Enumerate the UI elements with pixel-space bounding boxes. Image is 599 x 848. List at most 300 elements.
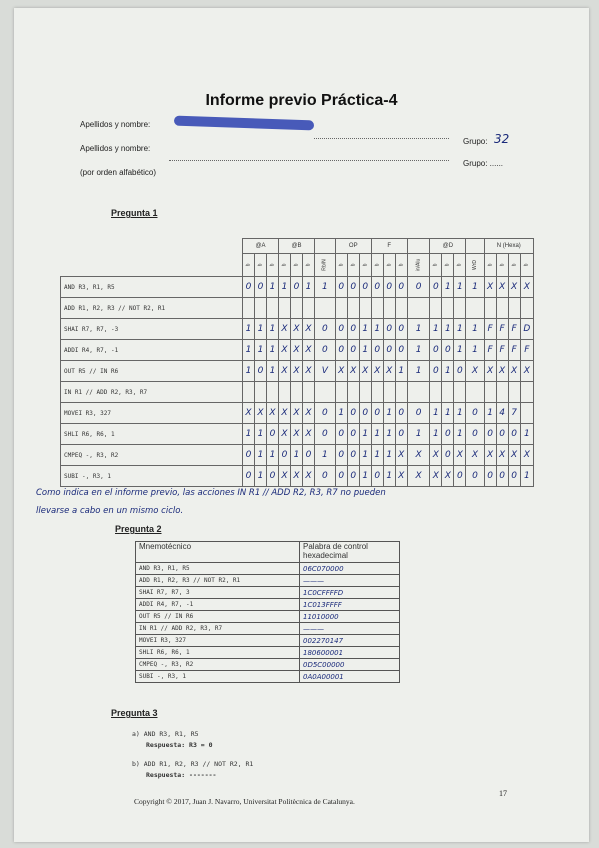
q1-signal-header <box>267 254 279 277</box>
q1-signal-value: 0 <box>407 277 430 298</box>
q1-signal-value: X <box>484 361 496 382</box>
q1-signal-value: 1 <box>407 340 430 361</box>
q1-instruction: IN R1 // ADD R2, R3, R7 <box>61 382 243 403</box>
q1-signal-value <box>303 298 315 319</box>
handwritten-note-line-1: Como indica en el informe previo, las acciones IN R1 // ADD R2, R3, R7 no pueden <box>36 488 386 498</box>
q1-signal-value: 0 <box>466 466 484 487</box>
q1-signal-label: b <box>374 263 381 267</box>
q2-control-word: ——— <box>300 575 400 587</box>
q1-signal-value: 0 <box>395 424 407 445</box>
q1-signal-value <box>395 382 407 403</box>
q1-signal-value <box>371 382 383 403</box>
q1-signal-value: 1 <box>267 340 279 361</box>
q1-signal-value: F <box>484 340 496 361</box>
q1-signal-label: b <box>523 263 530 267</box>
q1-signal-value: 1 <box>243 424 255 445</box>
table-row <box>136 623 400 635</box>
group-label-2: Grupo: ...... <box>463 159 504 168</box>
q1-signal-value: 1 <box>430 403 442 424</box>
q1-signal-value <box>520 382 533 403</box>
q1-signal-value <box>496 298 508 319</box>
table-row <box>136 671 400 683</box>
q1-signal-value: 0 <box>255 361 267 382</box>
q1-signal-value <box>335 298 347 319</box>
q2-mnemonic: AND R3, R1, R5 <box>136 563 300 575</box>
q1-signal-value: 1 <box>454 340 466 361</box>
q1-signal-value <box>496 382 508 403</box>
q1-signal-value: 0 <box>303 445 315 466</box>
q1-signal-value: 0 <box>407 403 430 424</box>
q1-signal-value <box>359 382 371 403</box>
q1-signal-value: 1 <box>335 403 347 424</box>
q1-signal-value: 0 <box>359 403 371 424</box>
q1-group-d: @D <box>430 239 466 254</box>
table-row <box>61 298 534 319</box>
q1-signal-value: 1 <box>442 277 454 298</box>
q1-signal-value: 1 <box>407 424 430 445</box>
q1-signal-header <box>520 254 533 277</box>
q1-signal-value <box>484 382 496 403</box>
q1-signal-value: 0 <box>383 277 395 298</box>
q1-signal-label: b <box>432 263 439 267</box>
q1-signal-header <box>315 254 336 277</box>
q1-signal-value: 0 <box>279 445 291 466</box>
q1-signal-value <box>508 298 520 319</box>
q1-signal-value: 1 <box>395 361 407 382</box>
q1-signal-label: b <box>293 263 300 267</box>
q1-signal-header <box>291 254 303 277</box>
table-row <box>136 659 400 671</box>
q2-mnemonic: SHAI R7, R7, 3 <box>136 587 300 599</box>
q1-signal-value: 0 <box>335 319 347 340</box>
q1-signal-value: 1 <box>383 424 395 445</box>
q1-signal-label: b <box>350 263 357 267</box>
q1-signal-value: X <box>371 361 383 382</box>
q1-signal-value <box>267 298 279 319</box>
q1-signal-value: 0 <box>347 277 359 298</box>
q1-signal-value: 1 <box>303 277 315 298</box>
q1-signal-value: 1 <box>466 277 484 298</box>
q2-header-mnemonic: Mnemotécnico <box>136 542 300 563</box>
q1-signal-value: 0 <box>243 445 255 466</box>
q1-signal-value: 1 <box>255 424 267 445</box>
q1-signal-value: 0 <box>395 340 407 361</box>
q1-signal-value <box>407 298 430 319</box>
q1-signal-value <box>279 382 291 403</box>
q3-b-instruction: b) ADD R1, R2, R3 // NOT R2, R1 <box>132 760 254 768</box>
q1-signal-value: 1 <box>255 340 267 361</box>
q1-signal-value: 1 <box>442 319 454 340</box>
q1-signal-label: b <box>499 263 506 267</box>
q1-signal-label: b <box>281 263 288 267</box>
q1-signal-value: 0 <box>371 277 383 298</box>
q1-signal-value: 1 <box>243 340 255 361</box>
q1-signal-value: 0 <box>430 340 442 361</box>
q1-signal-value: X <box>466 445 484 466</box>
q1-signal-value <box>520 403 533 424</box>
q1-signal-value: 1 <box>407 319 430 340</box>
q1-signal-label: b <box>362 263 369 267</box>
q1-signal-value: 1 <box>267 319 279 340</box>
table-row <box>61 466 534 487</box>
q1-instruction: OUT R5 // IN R6 <box>61 361 243 382</box>
q1-signal-value <box>335 382 347 403</box>
q2-mnemonic: MOVEI R3, 327 <box>136 635 300 647</box>
q1-signal-value: X <box>303 319 315 340</box>
q1-signal-value: X <box>508 277 520 298</box>
q1-signal-value: 0 <box>484 466 496 487</box>
q1-signal-value: X <box>279 403 291 424</box>
q1-signal-header <box>466 254 484 277</box>
q1-signal-value: 0 <box>315 319 336 340</box>
q2-control-word: 1C013FFFF <box>300 599 400 611</box>
q1-signal-value: X <box>508 445 520 466</box>
q1-signal-value: X <box>496 445 508 466</box>
q1-signal-value: X <box>430 445 442 466</box>
q1-signal-value: 0 <box>335 277 347 298</box>
q1-signal-value: 0 <box>315 403 336 424</box>
q1-signal-value: 1 <box>359 340 371 361</box>
q1-signal-value <box>371 298 383 319</box>
q1-signal-value: 1 <box>371 445 383 466</box>
group-label-1: Grupo: <box>463 137 488 146</box>
page-title: Informe previo Práctica-4 <box>205 92 398 109</box>
q1-signal-value: 1 <box>520 424 533 445</box>
q3-title: Pregunta 3 <box>111 708 158 718</box>
q1-signal-value: X <box>359 361 371 382</box>
q1-signal-value: 1 <box>243 361 255 382</box>
q1-instruction: ADDI R4, R7, -1 <box>61 340 243 361</box>
q1-signal-value: 1 <box>430 424 442 445</box>
q1-signal-value: 0 <box>508 466 520 487</box>
q1-signal-value: 0 <box>496 424 508 445</box>
table-row <box>136 611 400 623</box>
q1-signal-value: 0 <box>347 319 359 340</box>
q1-signal-value: F <box>508 319 520 340</box>
table-row <box>136 587 400 599</box>
q1-signal-label: b <box>245 263 252 267</box>
q1-signal-value: X <box>407 445 430 466</box>
q1-signal-value: 1 <box>371 424 383 445</box>
q1-signal-header <box>454 254 466 277</box>
q1-signal-value: 1 <box>315 445 336 466</box>
q1-signal-value: F <box>520 340 533 361</box>
q1-signal-value <box>243 298 255 319</box>
q1-signal-value <box>442 298 454 319</box>
q1-signal-value: 1 <box>383 403 395 424</box>
q1-signal-value: X <box>407 466 430 487</box>
q2-control-word: 06C070000 <box>300 563 400 575</box>
q1-signal-value <box>508 382 520 403</box>
q2-control-word: 11010000 <box>300 611 400 623</box>
q1-signal-header <box>359 254 371 277</box>
q2-header-word: Palabra de control hexadecimal <box>300 542 400 563</box>
q2-control-word: 0A0A00001 <box>300 671 400 683</box>
q1-signal-label: b <box>305 263 312 267</box>
q1-signal-value: 1 <box>383 445 395 466</box>
table-row <box>61 277 534 298</box>
q1-signal-value: 0 <box>315 340 336 361</box>
q1-signal-header <box>255 254 267 277</box>
q1-signal-value: 0 <box>255 277 267 298</box>
q1-signal-header <box>508 254 520 277</box>
q1-signal-value: 1 <box>454 319 466 340</box>
q1-signal-value: X <box>303 361 315 382</box>
q1-signal-value: X <box>520 361 533 382</box>
q1-signal-header <box>335 254 347 277</box>
q1-signal-value: 1 <box>359 424 371 445</box>
q2-control-word: ——— <box>300 623 400 635</box>
q2-control-word: 0D5C00000 <box>300 659 400 671</box>
q1-signal-header <box>243 254 255 277</box>
q1-group-op: OP <box>335 239 371 254</box>
q1-signal-value <box>383 298 395 319</box>
q1-signal-header <box>484 254 496 277</box>
q1-signal-value: X <box>383 361 395 382</box>
q1-signal-value: 0 <box>442 445 454 466</box>
q1-signal-value: 1 <box>454 424 466 445</box>
q1-signal-value: 0 <box>347 403 359 424</box>
q1-group-row <box>61 239 534 254</box>
q1-signal-value: 0 <box>267 424 279 445</box>
table-row <box>136 647 400 659</box>
q1-signal-value: X <box>454 445 466 466</box>
q1-signal-value <box>430 298 442 319</box>
q1-signal-value: 0 <box>347 424 359 445</box>
q1-signal-value: 0 <box>371 340 383 361</box>
q2-mnemonic: CMPEQ -, R3, R2 <box>136 659 300 671</box>
q1-signal-value: 0 <box>347 340 359 361</box>
q1-signal-value: F <box>484 319 496 340</box>
q1-signal-value: 0 <box>383 340 395 361</box>
q2-control-word: 1C0CFFFFD <box>300 587 400 599</box>
q1-signal-value <box>466 382 484 403</box>
q1-signal-value: X <box>279 340 291 361</box>
q1-signal-value: 0 <box>371 403 383 424</box>
q1-signal-value <box>454 382 466 403</box>
q1-instruction: ADD R1, R2, R3 // NOT R2, R1 <box>61 298 243 319</box>
q1-signal-value: 1 <box>255 319 267 340</box>
q1-signal-value: 0 <box>243 466 255 487</box>
q1-signal-value: 1 <box>315 277 336 298</box>
q1-signal-label: b <box>444 263 451 267</box>
q2-mnemonic: SHLI R6, R6, 1 <box>136 647 300 659</box>
q1-instruction: AND R3, R1, R5 <box>61 277 243 298</box>
q1-signal-value: X <box>291 340 303 361</box>
q1-signal-value <box>315 382 336 403</box>
q1-signal-value: X <box>291 361 303 382</box>
q3-a-instruction: a) AND R3, R1, R5 <box>132 730 199 738</box>
q1-signal-value <box>315 298 336 319</box>
q1-instruction: SHAI R7, R7, -3 <box>61 319 243 340</box>
document-page <box>14 8 589 842</box>
q1-signal-value: X <box>496 361 508 382</box>
q1-signal-value: X <box>279 424 291 445</box>
table-row <box>61 361 534 382</box>
q1-signal-value: 1 <box>359 445 371 466</box>
q1-signal-value: 0 <box>484 424 496 445</box>
q1-signal-value: 4 <box>496 403 508 424</box>
q1-signal-value: 0 <box>335 340 347 361</box>
name-line-2 <box>169 160 449 161</box>
q1-signal-header <box>442 254 454 277</box>
q1-corner <box>61 239 243 277</box>
copyright-footer: Copyright © 2017, Juan J. Navarro, Universitat Politècnica de Catalunya. <box>134 797 355 806</box>
q1-signal-value: 0 <box>371 466 383 487</box>
q1-group-blank <box>407 239 430 254</box>
redacted-name-scribble <box>174 116 314 131</box>
q1-signal-value: 0 <box>335 445 347 466</box>
q1-signal-value: 0 <box>442 424 454 445</box>
q1-signal-value: 1 <box>454 277 466 298</box>
q1-signal-value: 0 <box>335 466 347 487</box>
q1-signal-value <box>291 382 303 403</box>
q1-signal-value: 1 <box>442 403 454 424</box>
q1-title: Pregunta 1 <box>111 208 158 218</box>
q1-signal-value: 1 <box>359 466 371 487</box>
q1-signal-value: 1 <box>371 319 383 340</box>
q1-signal-label: b <box>487 263 494 267</box>
q1-signal-value: D <box>520 319 533 340</box>
q1-signal-value: V <box>315 361 336 382</box>
table-row <box>136 635 400 647</box>
q1-instruction: MOVEI R3, 327 <box>61 403 243 424</box>
q1-signal-header <box>496 254 508 277</box>
q1-signal-value <box>347 382 359 403</box>
q1-signal-label: b <box>398 263 405 267</box>
page-number: 17 <box>499 789 507 798</box>
q1-signal-value <box>243 382 255 403</box>
q1-signal-value: 0 <box>243 277 255 298</box>
q1-group-blank <box>466 239 484 254</box>
q1-signal-value: 0 <box>267 466 279 487</box>
name-label-1: Apellidos y nombre: <box>80 120 151 129</box>
q1-signal-value <box>466 298 484 319</box>
q2-control-word: 002270147 <box>300 635 400 647</box>
q1-signal-value: 0 <box>430 277 442 298</box>
q1-signal-value: 0 <box>496 466 508 487</box>
q2-mnemonic: SUBI -, R3, 1 <box>136 671 300 683</box>
table-row <box>136 575 400 587</box>
q1-signal-value: 1 <box>442 361 454 382</box>
q1-signal-value <box>255 298 267 319</box>
q1-signal-label: Rb/N <box>321 259 328 271</box>
q1-group-blank <box>315 239 336 254</box>
q1-signal-value: 0 <box>508 424 520 445</box>
q1-signal-value: 0 <box>442 340 454 361</box>
q1-signal-value: 1 <box>255 445 267 466</box>
q1-signal-value: X <box>520 445 533 466</box>
table-row <box>61 340 534 361</box>
q1-signal-value <box>267 382 279 403</box>
q1-signal-value: X <box>303 340 315 361</box>
q3-b-answer: Respuesta: ------- <box>146 771 217 779</box>
table-row <box>61 424 534 445</box>
q1-signal-value: 0 <box>359 277 371 298</box>
q2-title: Pregunta 2 <box>115 524 162 534</box>
q1-signal-value <box>255 382 267 403</box>
q1-signal-value: 7 <box>508 403 520 424</box>
q1-signal-value: 0 <box>395 403 407 424</box>
q1-signal-value <box>347 298 359 319</box>
name-line-1 <box>314 138 449 139</box>
q1-signal-label: b <box>257 263 264 267</box>
q1-signal-value: X <box>243 403 255 424</box>
q2-mnemonic: IN R1 // ADD R2, R3, R7 <box>136 623 300 635</box>
q1-signal-header <box>407 254 430 277</box>
q1-signal-value: X <box>335 361 347 382</box>
q1-signal-label: b <box>456 263 463 267</box>
q1-signal-value: F <box>508 340 520 361</box>
q1-instruction: SUBI -, R3, 1 <box>61 466 243 487</box>
q1-signal-value: X <box>484 445 496 466</box>
q1-signal-value: X <box>291 403 303 424</box>
q2-control-word-table <box>135 541 400 683</box>
q1-signal-value: X <box>291 424 303 445</box>
q1-signal-value <box>484 298 496 319</box>
q1-signal-value: 1 <box>291 445 303 466</box>
q1-signal-value: X <box>255 403 267 424</box>
q1-signal-value <box>520 298 533 319</box>
q1-signal-value: X <box>442 466 454 487</box>
q1-table-body <box>61 277 534 487</box>
q1-signal-header <box>395 254 407 277</box>
q1-signal-value: 1 <box>407 361 430 382</box>
q2-control-word: 180600001 <box>300 647 400 659</box>
q1-signal-value: X <box>520 277 533 298</box>
name-label-2: Apellidos y nombre: <box>80 144 151 153</box>
q1-signal-value: 0 <box>347 466 359 487</box>
q1-group-n: N (Hexa) <box>484 239 533 254</box>
q1-signal-value: F <box>496 319 508 340</box>
q1-signal-value: 0 <box>315 466 336 487</box>
q1-signal-value: 1 <box>359 319 371 340</box>
q1-signal-value: X <box>291 466 303 487</box>
q1-signal-value: X <box>267 403 279 424</box>
q1-signal-value: 0 <box>383 319 395 340</box>
q1-group-f: F <box>371 239 407 254</box>
q1-signal-value: X <box>508 361 520 382</box>
q1-signal-value: 0 <box>315 424 336 445</box>
q1-signal-value <box>454 298 466 319</box>
order-note: (por orden alfabético) <box>80 168 157 177</box>
q1-signal-value: X <box>466 361 484 382</box>
group-value-1: 32 <box>494 132 510 146</box>
q1-signal-value: 1 <box>267 445 279 466</box>
table-row <box>136 599 400 611</box>
q1-signal-value <box>291 298 303 319</box>
q1-signal-value <box>407 382 430 403</box>
q3-a-answer: Respuesta: R3 = 0 <box>146 741 213 749</box>
q2-mnemonic: ADDI R4, R7, -1 <box>136 599 300 611</box>
q1-signal-value: X <box>395 445 407 466</box>
q1-group-b: @B <box>279 239 315 254</box>
handwritten-note-line-2: llevarse a cabo en un mismo ciclo. <box>36 506 184 516</box>
q1-signal-label: b <box>511 263 518 267</box>
q1-signal-value: 1 <box>383 466 395 487</box>
q1-signal-label: WrD <box>471 260 478 270</box>
q1-signal-value <box>442 382 454 403</box>
q1-signal-value: X <box>279 466 291 487</box>
table-row <box>61 403 534 424</box>
q1-signal-value: 0 <box>395 319 407 340</box>
q1-signal-value: X <box>395 466 407 487</box>
q1-signal-value: 1 <box>454 403 466 424</box>
q1-signal-header <box>347 254 359 277</box>
q1-signal-value <box>279 298 291 319</box>
q1-signal-value: 1 <box>484 403 496 424</box>
q1-signal-value: X <box>303 403 315 424</box>
